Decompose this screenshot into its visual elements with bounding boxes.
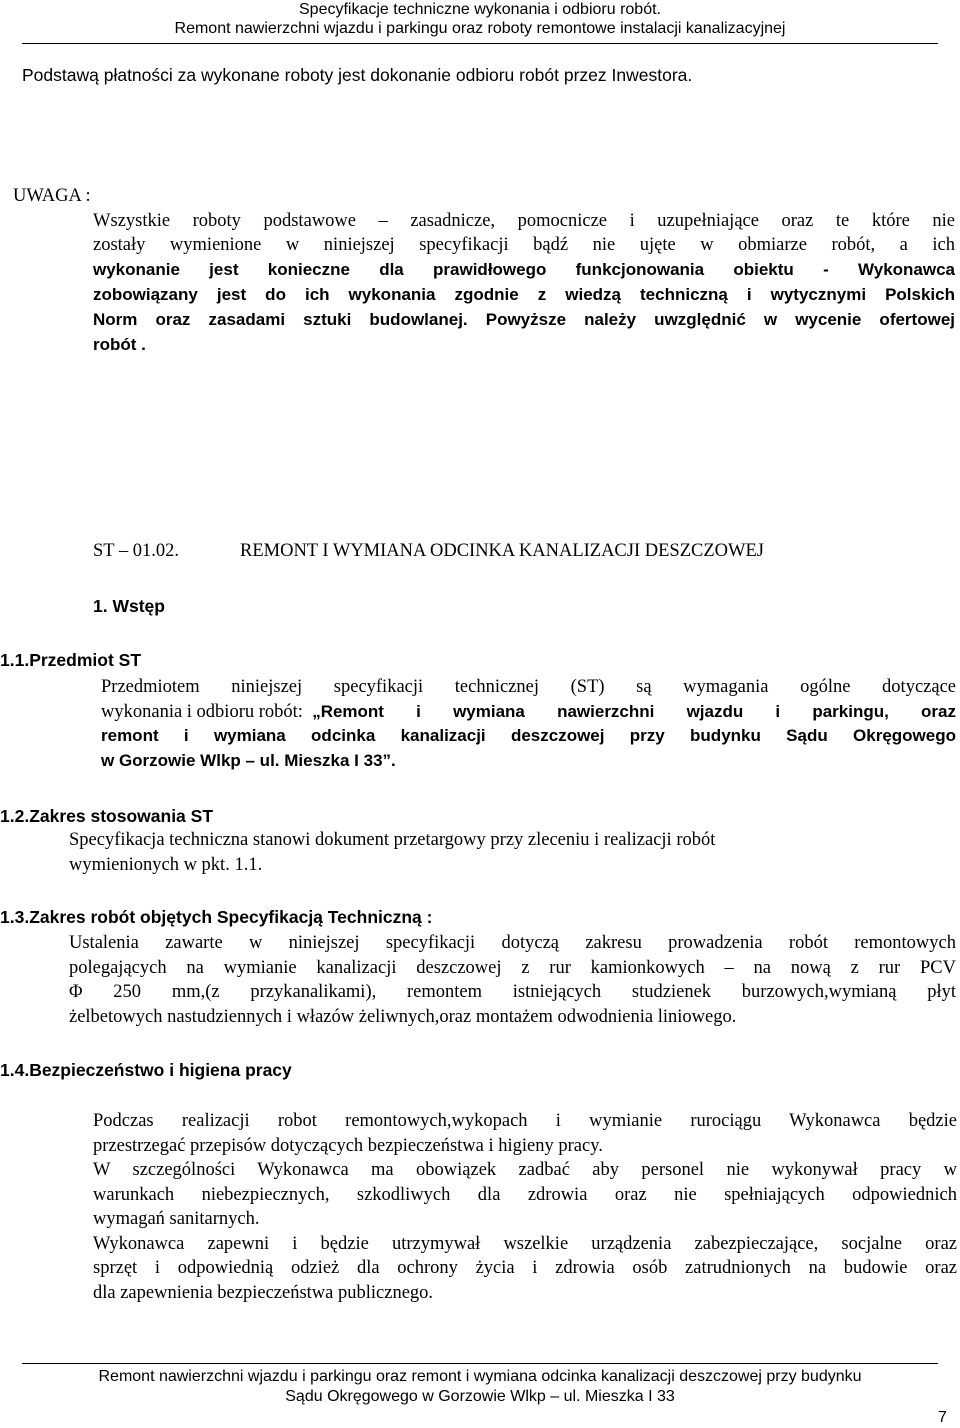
s13-line-4: żelbetowych nastudziennych i włazów żeliwnych,oraz montażem odwodnienia liniowego. [69, 1007, 737, 1027]
s12-line-1: Specyfikacja techniczna stanowi dokument przetargowy przy zleceniu i realizacji robót [69, 830, 716, 850]
notice-title: UWAGA : [13, 186, 91, 206]
footer-line-1: Remont nawierzchni wjazdu i parkingu oraz remont i wymiana odcinka kanalizacji deszczowej przy budynku [98, 1368, 862, 1385]
header-line-2: Remont nawierzchni wjazdu i parkingu oraz roboty remontowe instalacji kanalizacyjnej [174, 20, 786, 37]
s13-line-1: Ustalenia zawarte w niniejszej specyfikacji dotyczą zakresu prowadzenia robót remontowych [69, 933, 956, 953]
notice-line-1: Wszystkie roboty podstawowe – zasadnicze, pomocnicze i uzupełniające oraz te które nie [93, 211, 955, 231]
s14-heading: 1.4.Bezpieczeństwo i higiena pracy [0, 1060, 292, 1080]
s13-line-3: Φ 250 mm,(z przykanalikami), remontem istniejących studzienek burzowych,wymianą płyt [69, 982, 956, 1002]
s14-line-5: wymagań sanitarnych. [93, 1209, 260, 1229]
header-line-1: Specyfikacje techniczne wykonania i odbioru robót. [299, 1, 661, 18]
footer-line-2: Sądu Okręgowego w Gorzowie Wlkp – ul. Mieszka I 33 [285, 1388, 675, 1405]
payment-note: Podstawą płatności za wykonane roboty jest dokonanie odbioru robót przez Inwestora. [22, 65, 693, 85]
s14-line-2: przestrzegać przepisów dotyczących bezpieczeństwa i higieny pracy. [93, 1136, 603, 1156]
s12-line-2: wymienionych w pkt. 1.1. [69, 855, 263, 875]
s11-line-3: remont i wymiana odcinka kanalizacji deszczowej przy budynku Sądu Okręgowego [101, 726, 956, 745]
s11-heading: 1.1.Przedmiot ST [0, 650, 142, 670]
notice-line-5: Norm oraz zasadami sztuki budowlanej. Powyższe należy uwzględnić w wycenie ofertowej [93, 310, 955, 329]
section-title: REMONT I WYMIANA ODCINKA KANALIZACJI DESZCZOWEJ [240, 541, 764, 561]
notice-line-4: zobowiązany jest do ich wykonania zgodnie z wiedzą techniczną i wytycznymi Polskich [93, 285, 955, 304]
s12-heading: 1.2.Zakres stosowania ST [0, 806, 214, 826]
s14-line-7: sprzęt i odpowiednią odzież dla ochrony życia i zdrowia osób zatrudnionych na budowie oraz [93, 1258, 957, 1278]
s11-line-2-bold: „Remont i wymiana nawierzchni wjazdu i parkingu, oraz [312, 702, 956, 721]
s11-line-4: w Gorzowie Wlkp – ul. Mieszka I 33”. [101, 751, 396, 770]
notice-line-2: zostały wymienione w niniejszej specyfikacji bądź nie ujęte w obmiarze robót, a ich [93, 235, 955, 255]
notice-line-3: wykonanie jest konieczne dla prawidłowego funkcjonowania obiektu - Wykonawca [93, 260, 955, 279]
s11-line-2-normal: wykonania i odbioru robót: [101, 702, 313, 722]
s14-line-4: warunkach niebezpiecznych, szkodliwych dla zdrowia oraz nie spełniających odpowiednich [93, 1185, 957, 1205]
footer-rule [22, 1363, 938, 1364]
s13-line-2: polegających na wymianie kanalizacji deszczowej z rur kamionkowych – na nową z rur PCV [69, 958, 956, 978]
s14-line-3: W szczególności Wykonawca ma obowiązek zadbać aby personel nie wykonywał pracy w [93, 1160, 957, 1180]
s11-line-2 [101, 700, 956, 725]
intro-heading: 1. Wstęp [93, 596, 165, 616]
s14-line-1: Podczas realizacji robot remontowych,wykopach i wymianie rurociągu Wykonawca będzie [93, 1111, 957, 1131]
s14-line-6: Wykonawca zapewni i będzie utrzymywał wszelkie urządzenia zabezpieczające, socjalne oraz [93, 1234, 957, 1254]
s13-heading: 1.3.Zakres robót objętych Specyfikacją Techniczną : [0, 907, 433, 927]
s14-line-8: dla zapewnienia bezpieczeństwa publicznego. [93, 1283, 434, 1303]
notice-line-6: robót . [93, 335, 146, 354]
s11-line-1: Przedmiotem niniejszej specyfikacji technicznej (ST) są wymagania ogólne dotyczące [101, 677, 956, 697]
section-code: ST – 01.02. [93, 541, 180, 561]
header-rule [22, 43, 938, 44]
page-number: 7 [938, 1409, 947, 1426]
